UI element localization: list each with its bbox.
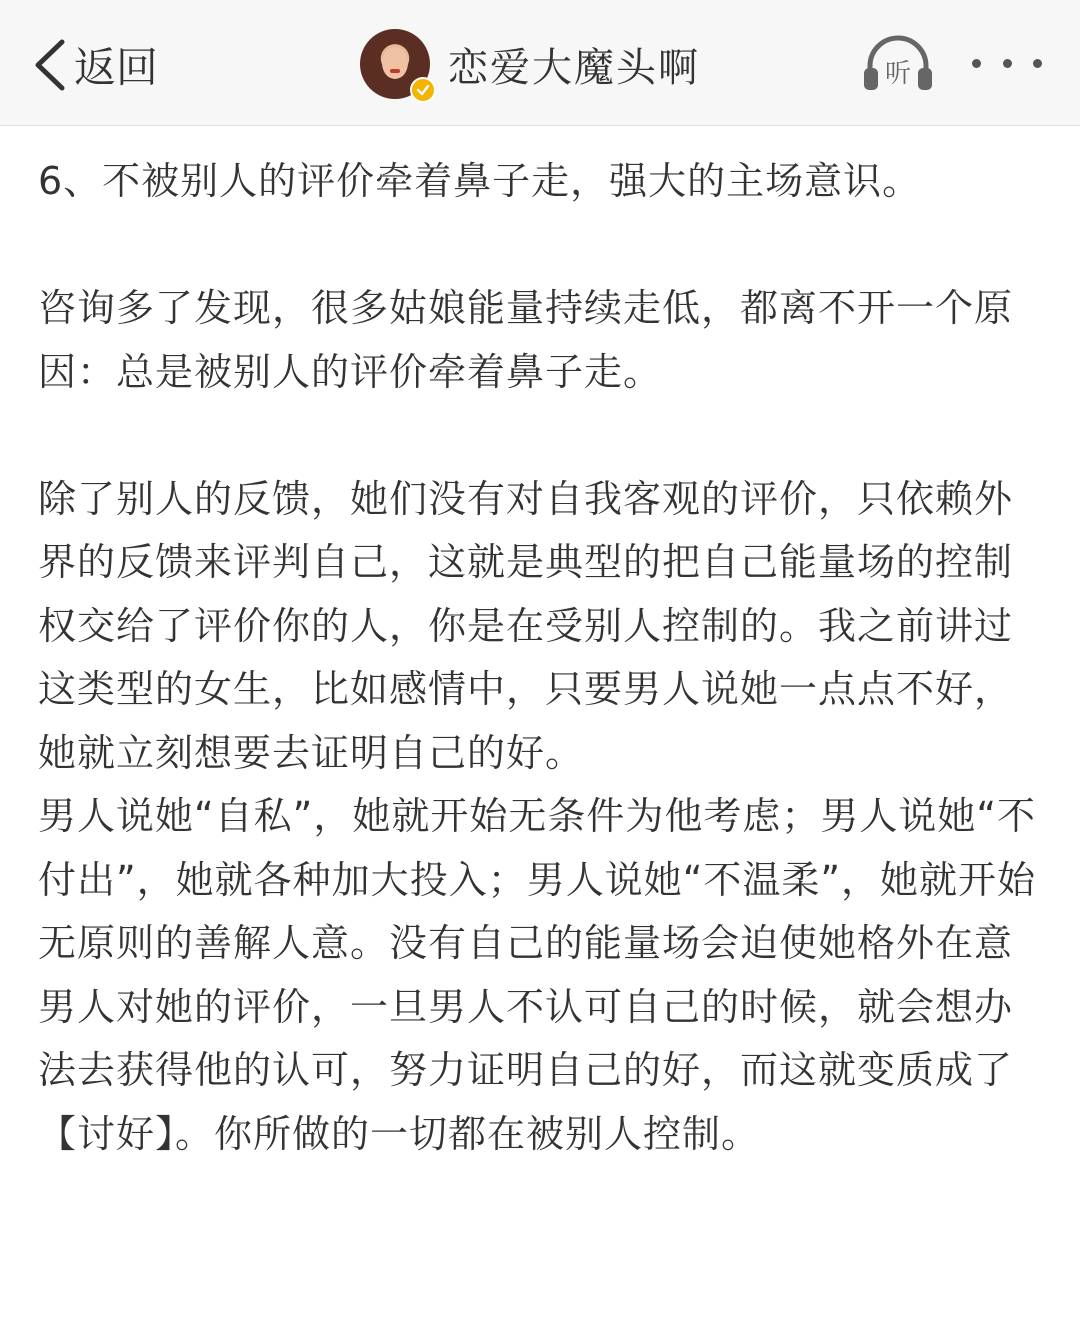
avatar-face (382, 47, 408, 79)
more-button[interactable] (972, 48, 1042, 78)
more-dot (1033, 59, 1042, 68)
back-button[interactable] (30, 30, 158, 100)
verified-badge-icon (410, 77, 436, 103)
article-paragraph-3: 男人说她“自私”，她就开始无条件为他考虑；男人说她“不付出”，她就各种加大投入；男人说她“不温柔”，她就开始无原则的善解人意。没有自己的能量场会迫使她格外在意男人对她的评价，一旦男人不认可自己的时候，就会想办法去获得他的认可，努力证明自己的好，而这就变质成了【讨好】。你所做的一切都在被别人控制。 (38, 794, 1037, 1156)
more-dot (1003, 59, 1012, 68)
article-heading: 6、不被别人的评价牵着鼻子走，强大的主场意识。 (38, 159, 922, 203)
article-paragraph-2: 除了别人的反馈，她们没有对自我客观的评价，只依赖外界的反馈来评判自己，这就是典型的把自己能量场的控制权交给了评价你的人，你是在受别人控制的。我之前讲过这类型的女生，比如感情中，只要男人说她一点点不好，她就立刻想要去证明自己的好。 (38, 476, 1014, 775)
listen-label: 听 (884, 59, 912, 89)
paragraph-gap (38, 404, 1038, 468)
author-info[interactable] (360, 28, 700, 100)
paragraph-gap (38, 214, 1038, 278)
article-paragraph-1: 咨询多了发现，很多姑娘能量持续走低，都离不开一个原因：总是被别人的评价牵着鼻子走。 (38, 286, 1014, 394)
avatar[interactable] (360, 29, 430, 99)
headphones-icon (860, 32, 936, 96)
avatar-lips (390, 69, 400, 73)
back-label: 返回 (74, 43, 159, 92)
listen-button[interactable] (860, 32, 936, 96)
article-body (38, 150, 1038, 1166)
chevron-left-icon (30, 36, 70, 94)
top-nav-bar (0, 0, 1080, 126)
more-dot (972, 59, 981, 68)
author-name[interactable]: 恋爱大魔头啊 (448, 44, 700, 91)
